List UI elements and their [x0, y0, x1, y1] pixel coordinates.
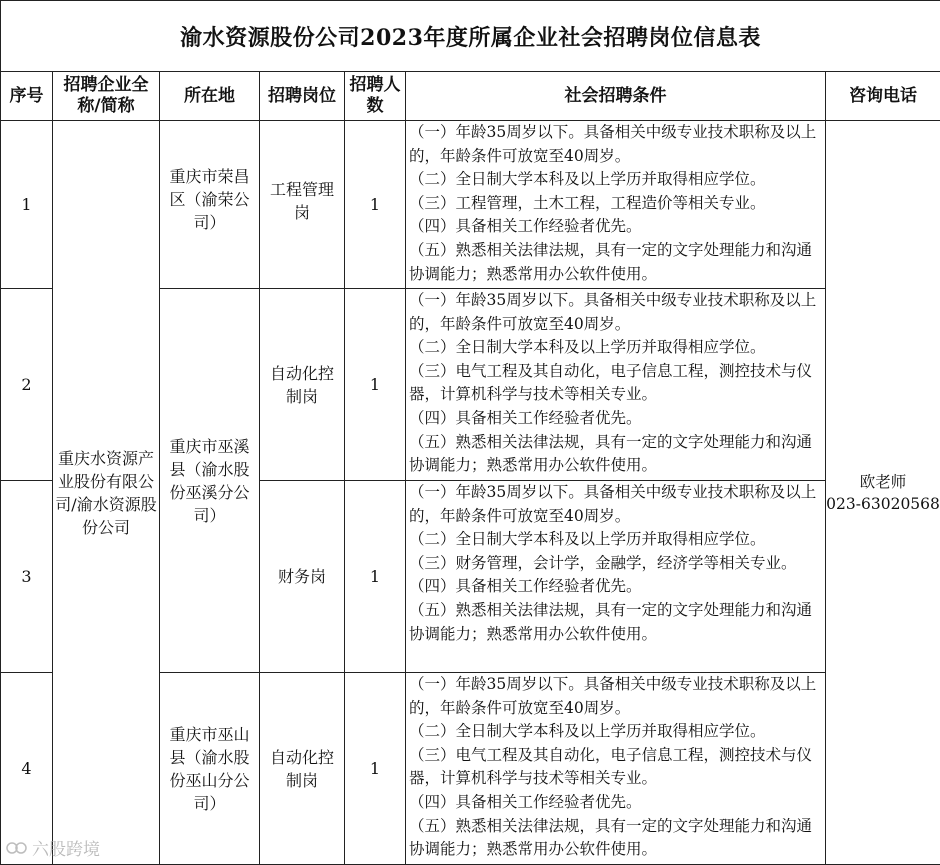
row-number: 4 [1, 673, 53, 865]
location: 重庆市荣昌区（渝荣公司） [160, 121, 260, 289]
post-name: 财务岗 [260, 481, 345, 673]
contact-cell [826, 121, 940, 865]
conditions-cell [406, 673, 826, 865]
row-number: 1 [1, 121, 53, 289]
post-name: 自动化控制岗 [260, 289, 345, 481]
contact-phone: 023-63020568 [826, 493, 940, 515]
headcount: 1 [345, 289, 406, 481]
watermark-text: 六股跨境 [32, 835, 100, 860]
header-company: 招聘企业全称/简称 [53, 72, 160, 121]
header-conditions: 社会招聘条件 [406, 72, 826, 121]
condition-item: （三）电气工程及其自动化，电子信息工程，测控技术与仪器，计算机科学与技术等相关专业。 [409, 360, 823, 407]
location: 重庆市巫山县（渝水股份巫山分公司） [160, 673, 260, 865]
location: 重庆市巫溪县（渝水股份巫溪分公司） [160, 289, 260, 673]
condition-item: （二）全日制大学本科及以上学历并取得相应学位。 [409, 336, 823, 360]
header-post: 招聘岗位 [260, 72, 345, 121]
header-contact: 咨询电话 [826, 72, 940, 121]
post-name: 工程管理岗 [260, 121, 345, 289]
headcount: 1 [345, 481, 406, 673]
condition-item: （一）年龄35周岁以下。具备相关中级专业技术职称及以上的，年龄条件可放宽至40周岁。 [409, 289, 823, 336]
contact-name: 欧老师 [826, 471, 940, 493]
condition-item: （五）熟悉相关法律法规，具有一定的文字处理能力和沟通协调能力；熟悉常用办公软件使用。 [409, 239, 823, 286]
condition-item: （四）具备相关工作经验者优先。 [409, 791, 823, 815]
header-count: 招聘人数 [345, 72, 406, 121]
condition-item: （二）全日制大学本科及以上学历并取得相应学位。 [409, 720, 823, 744]
condition-item: （五）熟悉相关法律法规，具有一定的文字处理能力和沟通协调能力；熟悉常用办公软件使用。 [409, 815, 823, 862]
post-name: 自动化控制岗 [260, 673, 345, 865]
condition-item: （一）年龄35周岁以下。具备相关中级专业技术职称及以上的，年龄条件可放宽至40周岁。 [409, 673, 823, 720]
table-header-row [1, 72, 940, 121]
condition-item: （四）具备相关工作经验者优先。 [409, 407, 823, 431]
condition-item: （三）财务管理，会计学，金融学，经济学等相关专业。 [409, 552, 823, 576]
row-number: 3 [1, 481, 53, 673]
condition-item: （一）年龄35周岁以下。具备相关中级专业技术职称及以上的，年龄条件可放宽至40周岁。 [409, 481, 823, 528]
condition-item: （二）全日制大学本科及以上学历并取得相应学位。 [409, 528, 823, 552]
condition-item: （一）年龄35周岁以下。具备相关中级专业技术职称及以上的，年龄条件可放宽至40周岁。 [409, 121, 823, 168]
table-row [1, 121, 940, 289]
header-no: 序号 [1, 72, 53, 121]
watermark-logo-icon [6, 840, 28, 856]
condition-item: （二）全日制大学本科及以上学历并取得相应学位。 [409, 168, 823, 192]
condition-item: （四）具备相关工作经验者优先。 [409, 215, 823, 239]
headcount: 1 [345, 673, 406, 865]
condition-item: （四）具备相关工作经验者优先。 [409, 575, 823, 599]
condition-item: （三）工程管理，土木工程，工程造价等相关专业。 [409, 192, 823, 216]
row-number: 2 [1, 289, 53, 481]
conditions-cell [406, 289, 826, 481]
page-title: 渝水资源股份公司2023年度所属企业社会招聘岗位信息表 [1, 1, 940, 72]
company-name: 重庆水资源产业股份有限公司/渝水资源股份公司 [53, 121, 160, 865]
condition-item: （五）熟悉相关法律法规，具有一定的文字处理能力和沟通协调能力；熟悉常用办公软件使用。 [409, 599, 823, 646]
conditions-cell [406, 481, 826, 673]
conditions-cell [406, 121, 826, 289]
condition-item: （三）电气工程及其自动化，电子信息工程，测控技术与仪器，计算机科学与技术等相关专业。 [409, 744, 823, 791]
watermark [6, 835, 100, 860]
headcount: 1 [345, 121, 406, 289]
header-location: 所在地 [160, 72, 260, 121]
condition-item: （五）熟悉相关法律法规，具有一定的文字处理能力和沟通协调能力；熟悉常用办公软件使用。 [409, 431, 823, 478]
